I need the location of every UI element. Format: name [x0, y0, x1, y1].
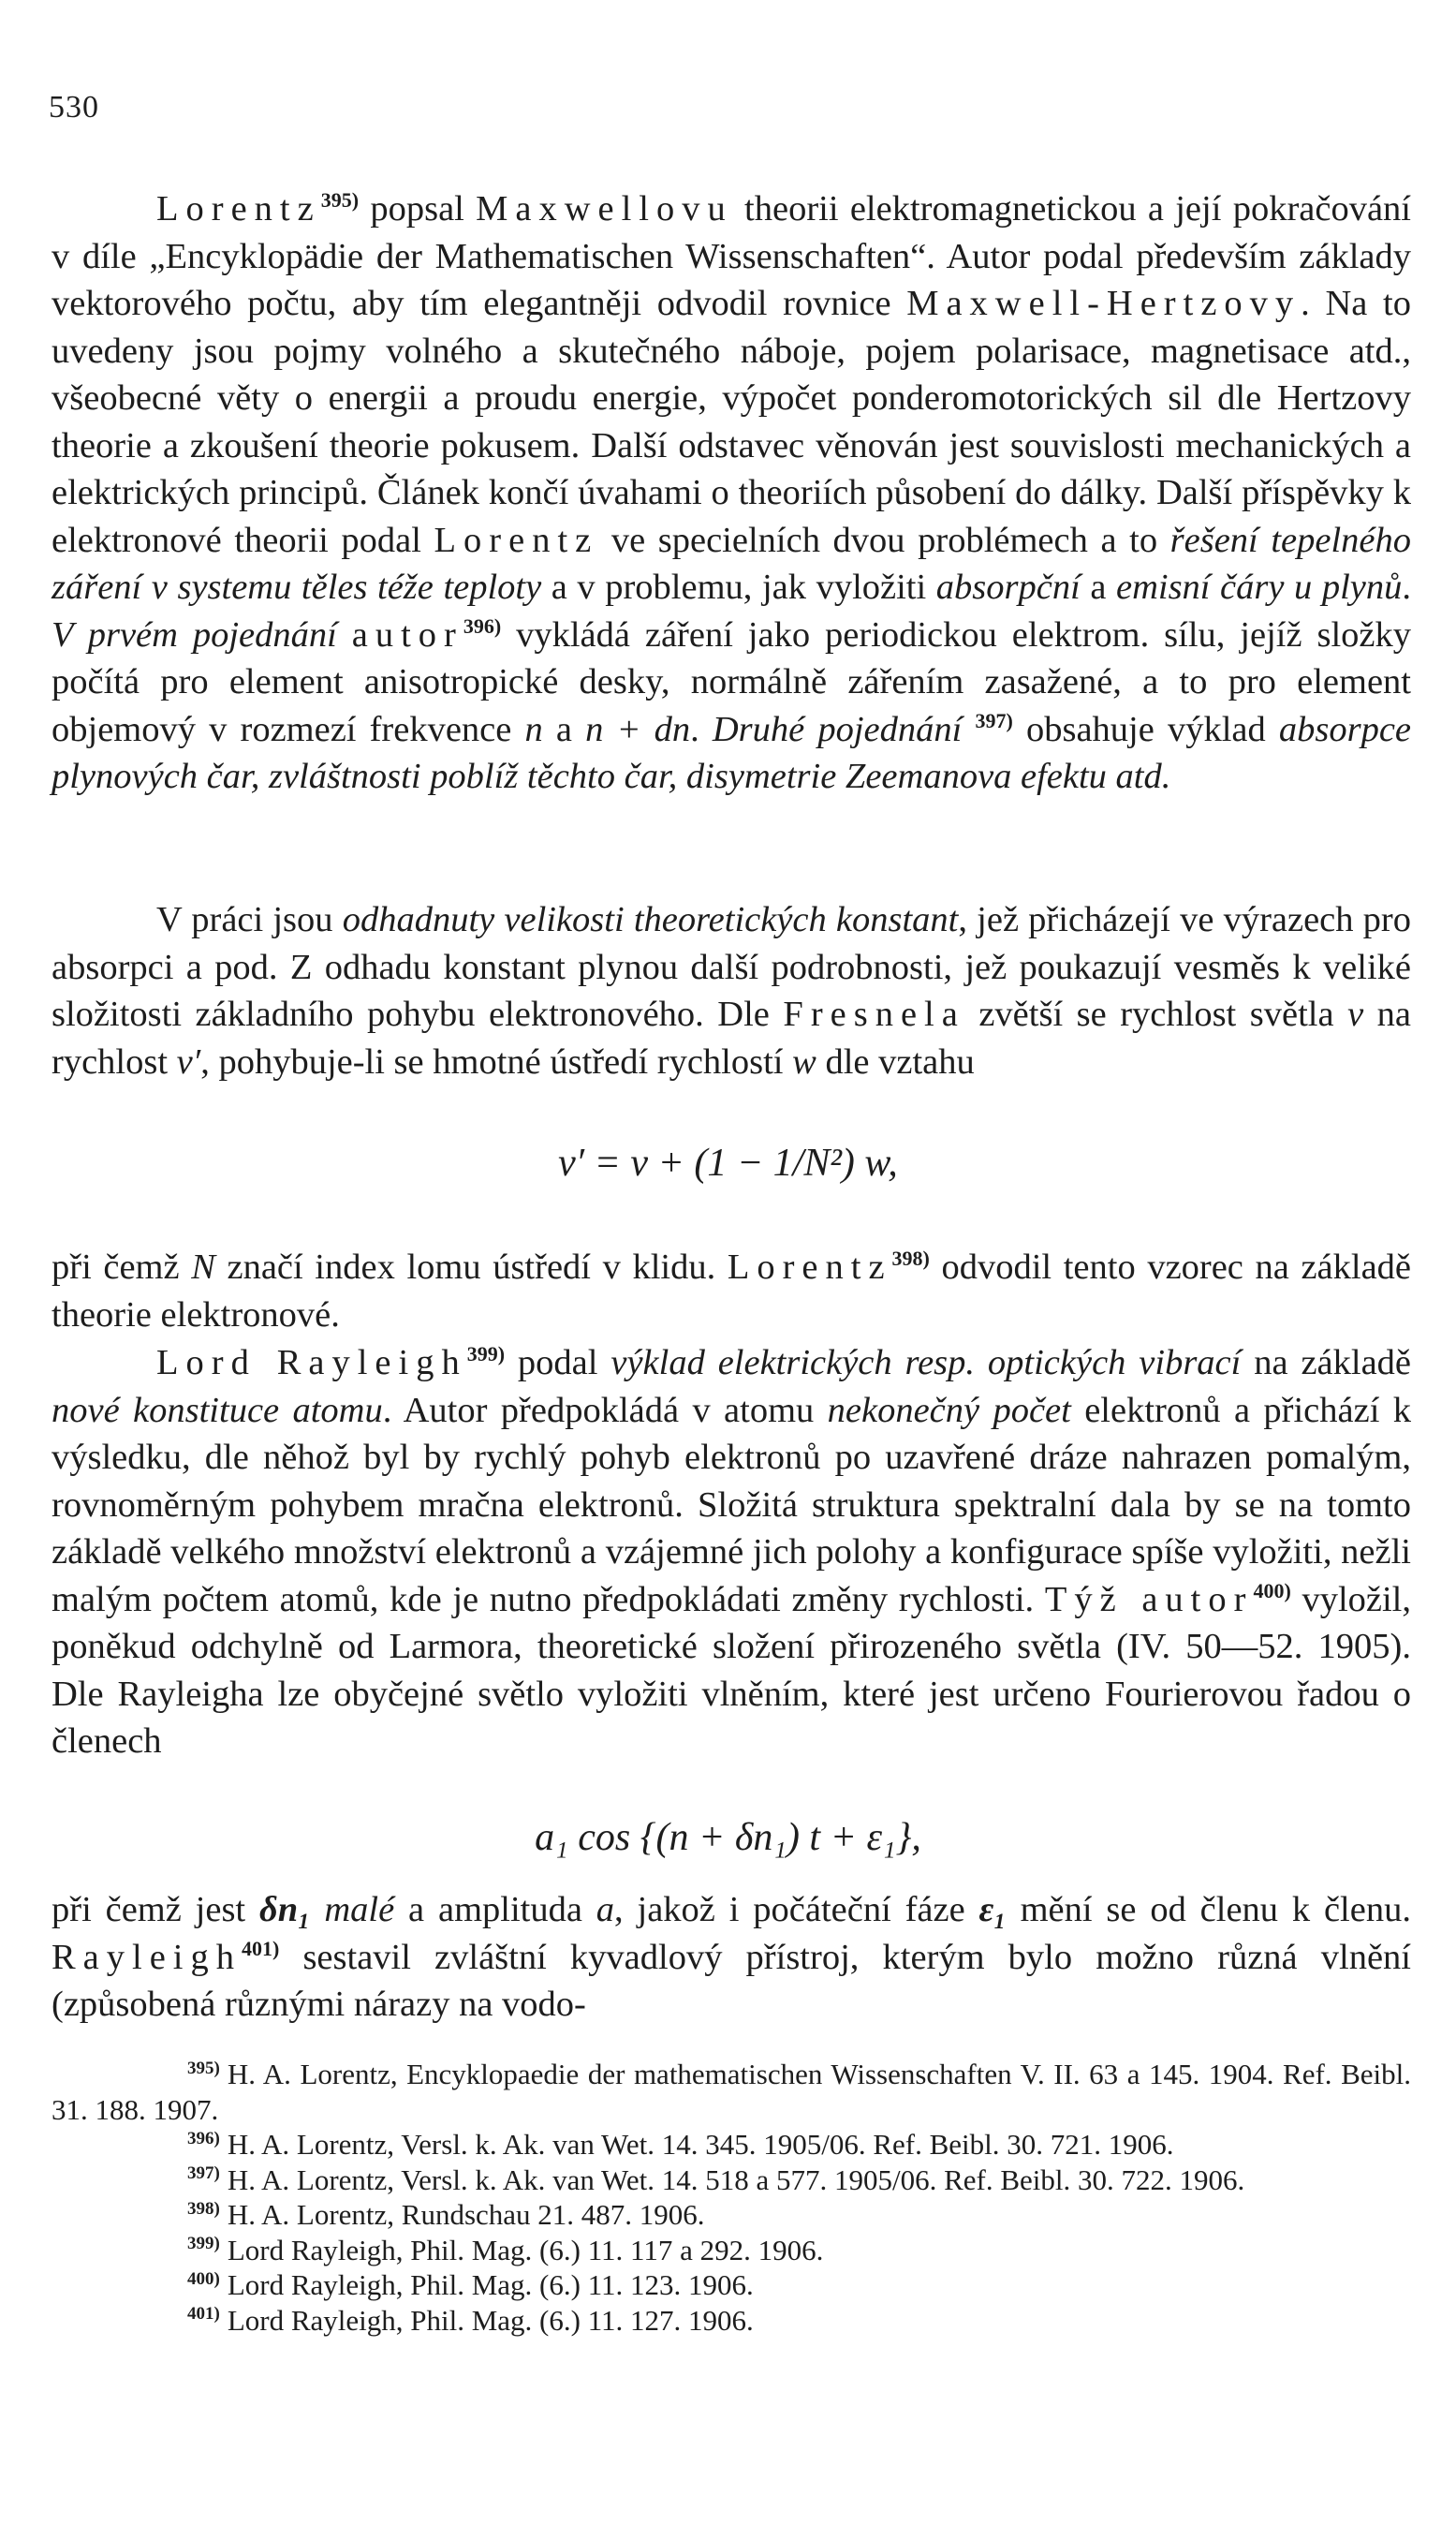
footnote-ref: 399)	[466, 1342, 506, 1366]
text-run: zvětší se rychlost světla	[964, 995, 1348, 1034]
text-run: podal	[505, 1343, 611, 1382]
footnote-mark: 400)	[187, 2268, 220, 2289]
math-var: ε₁	[978, 1890, 1007, 1929]
body-text-block-3	[51, 1244, 1411, 1338]
text-run: značí index lomu ústředí v klidu.	[214, 1247, 728, 1287]
text-run: na základě	[1241, 1343, 1411, 1382]
italic-run: výklad elektrických resp. optických vibrací	[610, 1343, 1242, 1382]
text-run: obsahuje výklad	[1012, 709, 1279, 749]
text-run: . Autor předpokládá v atomu	[382, 1390, 828, 1430]
text-run: vyložil, poněkud odchylně od Larmora, theoretické složení přirozeného světla (IV. 50—52. 1905). Dle Rayleigha lze obyčejné světlo vyložiti vlněním, které jest určeno Fourierovou řadou o členech	[51, 1579, 1411, 1761]
author-name: Rayleigh	[51, 1937, 242, 1977]
author-name: Týž autor	[1044, 1579, 1254, 1619]
italic-run: nekonečný počet	[827, 1390, 1071, 1430]
body-text-block-2	[51, 896, 1411, 1085]
page-number: 530	[49, 90, 99, 125]
text-run: , jakož i počáteční fáze	[614, 1890, 979, 1929]
italic-run: V prvém pojednání	[51, 614, 337, 655]
text-run: vykládá záření jako periodickou elektrom. sílu, jejíž složky počítá pro element anisotropické desky, normálně zářením zasažené, a to pro element objemový v rozmezí frekvence	[51, 614, 1411, 749]
footnotes	[51, 2057, 1411, 2338]
text-run: . Na to uvedeny jsou pojmy volného a skutečného náboje, pojem polarisace, magnetisace atd., všeobecné věty o energii a proudu energie, výpočet ponderomotorických sil dle Hertzovy theorie a zkoušení theorie pokusem. Další odstavec věnován jest souvislosti mechanických a elektrických principů. Článek končí úvahami o theoriích působení do dálky. Další příspěvky k elektronové theorii podal	[51, 284, 1411, 560]
footnote-text: Lord Rayleigh, Phil. Mag. (6.) 11. 123. 1906.	[227, 2268, 754, 2301]
math-expr: δn₁	[258, 1890, 311, 1929]
body-text-block-4	[51, 1339, 1411, 1765]
footnote-397	[51, 2163, 1411, 2198]
text-run: a amplituda	[394, 1890, 596, 1929]
text-run: při čemž jest	[51, 1890, 259, 1929]
footnote-ref: 396)	[463, 613, 502, 638]
footnote-mark: 397)	[187, 2163, 220, 2184]
text-run: , jež přicházejí ve výrazech pro absorpci a pod. Z odhadu konstant plynou další podrobnosti, jež poukazují vesměs k veliké složitosti základního pohybu elektronového. Dle	[51, 900, 1411, 1034]
author-name: autor	[351, 614, 463, 655]
math-var: N	[191, 1247, 215, 1287]
text-run: , pohybuje-li se hmotné ústředí rychlostí	[200, 1041, 793, 1082]
paragraph-phase	[51, 1886, 1411, 2029]
text-run	[311, 1890, 325, 1929]
footnote-text: Lord Rayleigh, Phil. Mag. (6.) 11. 127. 1906.	[227, 2303, 754, 2337]
text-run	[962, 710, 975, 749]
italic-run: absorpce plynových čar, zvláštnosti poblíž těchto čar, disymetrie Zeemanova efektu atd.	[51, 709, 1412, 796]
text-run: .	[1402, 568, 1412, 607]
text-run: mění se od členu k členu.	[1006, 1890, 1411, 1929]
text-run: dle vztahu	[816, 1041, 975, 1082]
text-run: a	[542, 709, 586, 749]
author-name: Lorentz	[156, 189, 321, 229]
author-name: Lord Rayleigh	[156, 1343, 467, 1382]
math-var: w	[792, 1041, 816, 1082]
author-name: Lorentz	[434, 520, 599, 560]
formula-fourier-term: a₁ cos {(n + δn₁) t + ε₁},	[535, 1816, 921, 1859]
italic-run: emisní čáry u plynů	[1115, 568, 1403, 607]
footnote-mark: 401)	[187, 2304, 220, 2325]
text-run: popsal	[359, 189, 477, 229]
author-name: Fresnela	[783, 995, 965, 1034]
footnote-text: H. A. Lorentz, Rundschau 21. 487. 1906.	[227, 2198, 705, 2231]
text-run: elektronů a přichází k výsledku, dle něhož byl by rychlý pohyb elektronů po uzavřené dráze nahrazen pomalým, rovnoměrným pohybem mračna elektronů. Složitá struktura spektralní dala by se na tomto základě velkého množství elektronů a vzájemné jich polohy a konfigurace spíše vyložiti, nežli malým počtem atomů, kde je nutno předpokládati změny rychlosti.	[51, 1390, 1411, 1619]
footnote-ref: 401)	[242, 1936, 280, 1960]
footnote-mark: 398)	[187, 2198, 220, 2219]
text-run: .	[690, 709, 713, 749]
text-run: theorii elektromagnetickou a její pokračování v díle „Encyklopädie der Mathematischen Wissenschaften“. Autor podal především základy vektorového počtu, aby tím elegantněji odvodil rovnice	[51, 189, 1411, 323]
footnote-text: Lord Rayleigh, Phil. Mag. (6.) 11. 117 a 292. 1906.	[227, 2233, 824, 2266]
paragraph-lorentz-maxwell	[51, 185, 1411, 801]
text-run: V práci jsou	[156, 900, 343, 939]
footnote-ref: 398)	[891, 1247, 930, 1271]
footnote-text: H. A. Lorentz, Versl. k. Ak. van Wet. 14. 345. 1905/06. Ref. Beibl. 30. 721. 1906.	[227, 2128, 1174, 2161]
footnote-mark: 399)	[187, 2234, 220, 2254]
footnote-401	[51, 2303, 1411, 2339]
footnote-400	[51, 2267, 1411, 2303]
paragraph-index-of-refraction	[51, 1244, 1411, 1338]
text-run: ve specielních dvou problémech a to	[598, 520, 1170, 560]
author-name: Maxwell-Hertzovy	[906, 284, 1302, 323]
body-text-block-5	[51, 1886, 1411, 2029]
text-run	[337, 615, 352, 655]
footnote-ref: 400)	[1253, 1578, 1291, 1602]
italic-run: řešení tepelného záření v systemu těles téže teploty	[51, 520, 1411, 607]
italic-run: Druhé pojednání	[712, 709, 963, 749]
footnote-ref: 397)	[975, 708, 1013, 732]
italic-run: odhadnuty velikosti theoretických konstant	[342, 900, 959, 939]
text-run: na rychlost	[51, 995, 1411, 1082]
author-name: Maxwellovu	[476, 189, 733, 229]
text-run: sestavil zvláštní kyvadlový přístroj, kterým bylo možno různá vlnění (způsobená různými nárazy na vodo-	[51, 1937, 1411, 2024]
italic-run: malé	[324, 1890, 395, 1929]
footnote-396	[51, 2127, 1411, 2163]
text-run: při čemž	[51, 1247, 192, 1287]
footnote-mark: 395)	[187, 2058, 220, 2078]
math-var: n	[524, 709, 543, 749]
math-expr: n + dn	[585, 709, 691, 749]
text-run: odvodil tento vzorec na základě theorie elektronové.	[51, 1247, 1411, 1335]
footnote-395	[51, 2057, 1411, 2127]
math-var: a	[596, 1890, 615, 1929]
formula-fresnel: v′ = v + (1 − 1/N²) w,	[558, 1142, 898, 1185]
footnote-398	[51, 2197, 1411, 2233]
footnote-mark: 396)	[187, 2128, 220, 2148]
body-text-block-1	[51, 185, 1411, 801]
text-run: a	[1080, 568, 1116, 607]
author-name: Lorentz	[727, 1247, 892, 1287]
paragraph-rayleigh	[51, 1339, 1411, 1765]
paragraph-constants	[51, 896, 1411, 1085]
footnote-text: H. A. Lorentz, Versl. k. Ak. van Wet. 14. 518 a 577. 1905/06. Ref. Beibl. 30. 722. 1906.	[227, 2163, 1245, 2196]
footnote-399	[51, 2233, 1411, 2268]
footnote-ref: 395)	[320, 188, 360, 213]
text-run: a v problemu, jak vyložiti	[541, 568, 936, 607]
footnote-text: H. A. Lorentz, Encyklopaedie der mathematischen Wissenschaften V. II. 63 a 145. 1904. Ref. Beibl. 31. 188. 1907.	[51, 2058, 1411, 2126]
italic-run: absorpční	[935, 568, 1081, 607]
italic-run: nové konstituce atomu	[51, 1390, 383, 1430]
math-var: v′	[176, 1041, 201, 1082]
math-var: v	[1347, 995, 1364, 1034]
